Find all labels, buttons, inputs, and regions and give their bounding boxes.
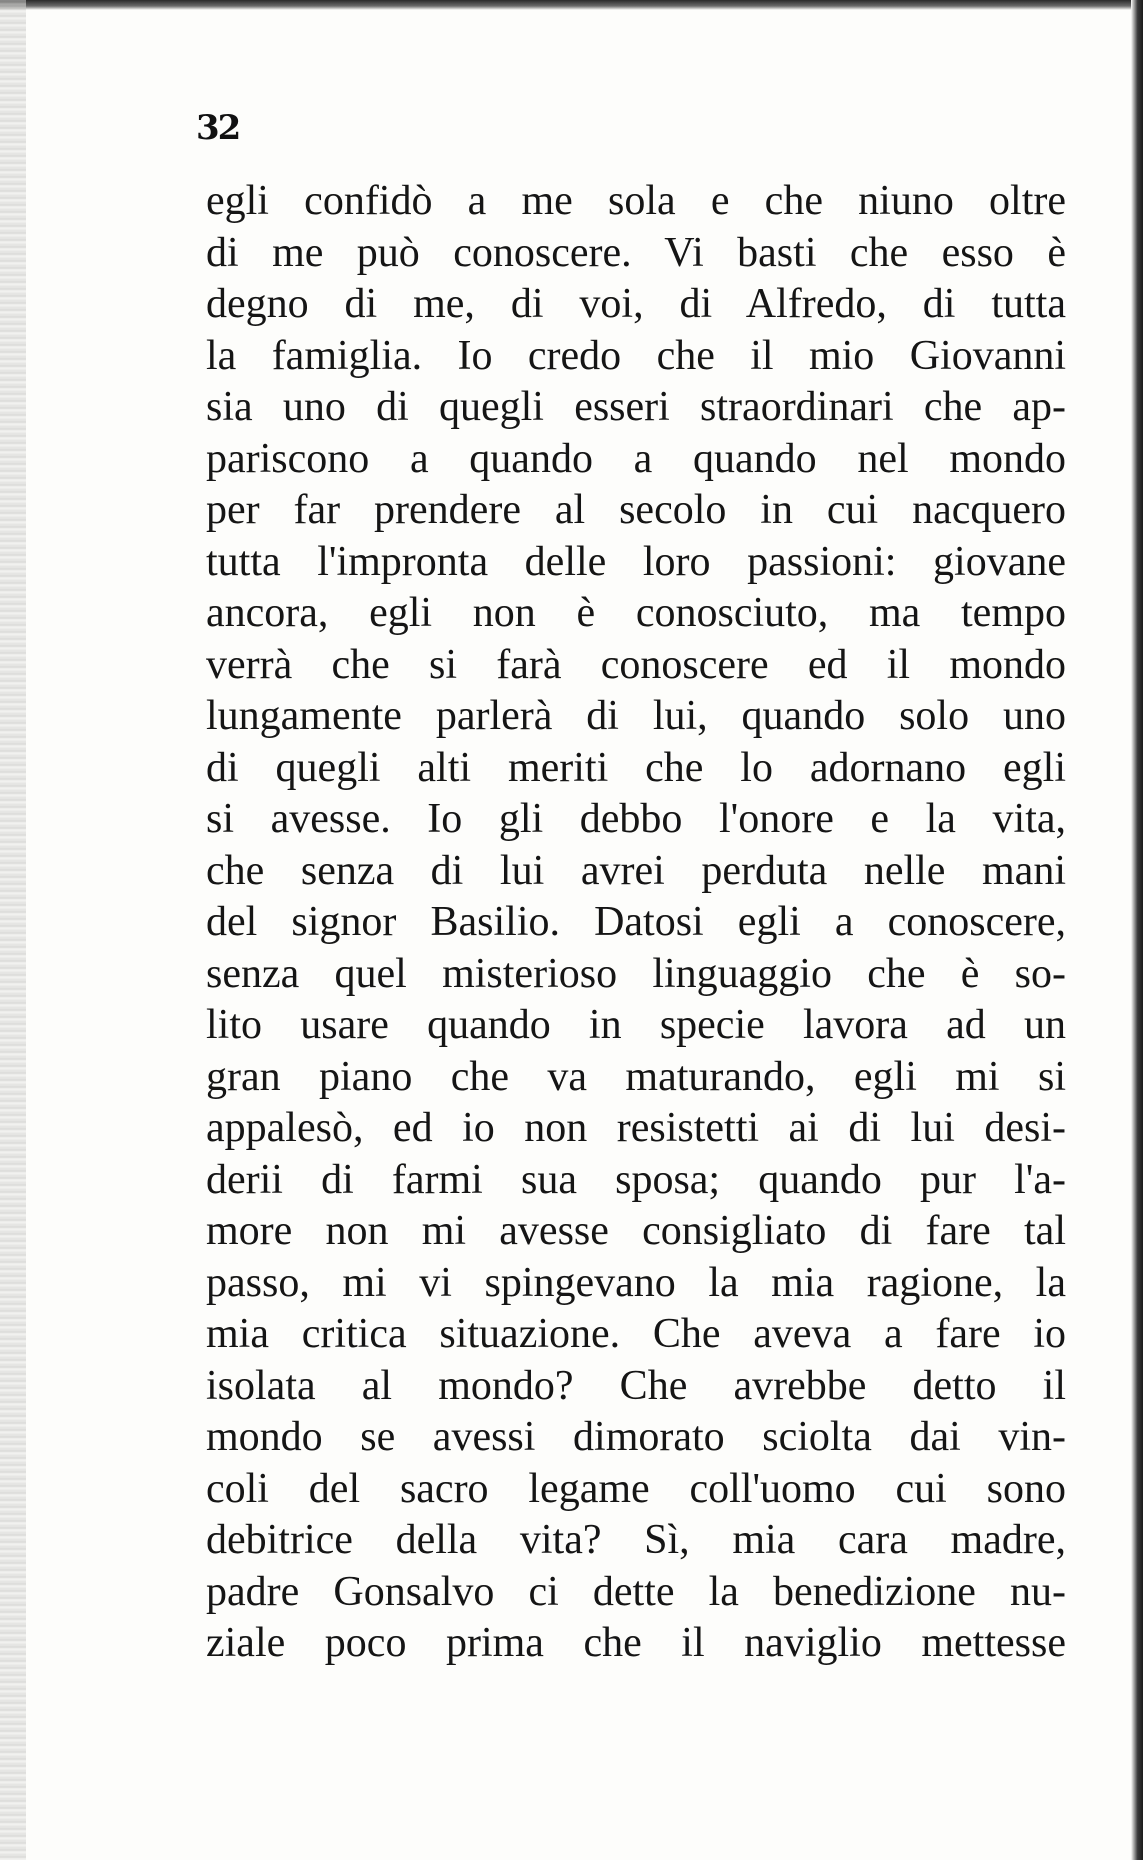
text-line: sia uno di quegli esseri straordinari che ap- bbox=[206, 384, 1066, 430]
text-line: derii di farmi sua sposa; quando pur l'a- bbox=[206, 1156, 1066, 1203]
text-line: del signor Basilio. Datosi egli a conoscere, bbox=[206, 899, 1066, 945]
text-line: ancora, egli non è conosciuto, ma tempo bbox=[206, 590, 1066, 636]
page-number: 32 bbox=[196, 108, 240, 148]
body-text bbox=[206, 176, 1066, 1670]
text-line: coli del sacro legame coll'uomo cui sono bbox=[206, 1465, 1066, 1512]
text-line: mondo se avessi dimorato sciolta dai vin- bbox=[206, 1414, 1066, 1460]
text-line: di quegli alti meriti che lo adornano egli bbox=[206, 744, 1066, 791]
text-line: si avesse. Io gli debbo l'onore e la vita, bbox=[206, 796, 1066, 842]
text-line: la famiglia. Io credo che il mio Giovanni bbox=[206, 332, 1066, 379]
text-line: mia critica situazione. Che aveva a fare io bbox=[206, 1311, 1066, 1357]
text-line: gran piano che va maturando, egli mi si bbox=[206, 1053, 1066, 1100]
page-right-edge bbox=[1131, 0, 1143, 1860]
text-line: isolata al mondo? Che avrebbe detto il bbox=[206, 1362, 1066, 1409]
text-line: padre Gonsalvo ci dette la benedizione nu- bbox=[206, 1568, 1066, 1615]
text-line: verrà che si farà conoscere ed il mondo bbox=[206, 641, 1066, 688]
text-line: passo, mi vi spingevano la mia ragione, la bbox=[206, 1259, 1066, 1306]
text-line: che senza di lui avrei perduta nelle mani bbox=[206, 847, 1066, 894]
text-line: debitrice della vita? Sì, mia cara madre, bbox=[206, 1517, 1066, 1563]
text-line: egli confidò a me sola e che niuno oltre bbox=[206, 178, 1066, 224]
text-line: senza quel misterioso linguaggio che è so- bbox=[206, 950, 1066, 997]
text-line: per far prendere al secolo in cui nacquero bbox=[206, 487, 1066, 533]
page-top-edge bbox=[0, 0, 1143, 10]
text-line: lito usare quando in specie lavora ad un bbox=[206, 1002, 1066, 1048]
text-line: appalesò, ed io non resistetti ai di lui desi- bbox=[206, 1105, 1066, 1151]
text-line: di me può conoscere. Vi basti che esso è bbox=[206, 229, 1066, 276]
text-line: lungamente parlerà di lui, quando solo uno bbox=[206, 693, 1066, 739]
text-line: degno di me, di voi, di Alfredo, di tutta bbox=[206, 281, 1066, 327]
text-line: more non mi avesse consigliato di fare tal bbox=[206, 1208, 1066, 1254]
text-line: pariscono a quando a quando nel mondo bbox=[206, 435, 1066, 482]
text-line: tutta l'impronta delle loro passioni: giovane bbox=[206, 538, 1066, 585]
page-binding-edge bbox=[0, 0, 26, 1860]
text-line: ziale poco prima che il naviglio mettesse bbox=[206, 1620, 1066, 1666]
